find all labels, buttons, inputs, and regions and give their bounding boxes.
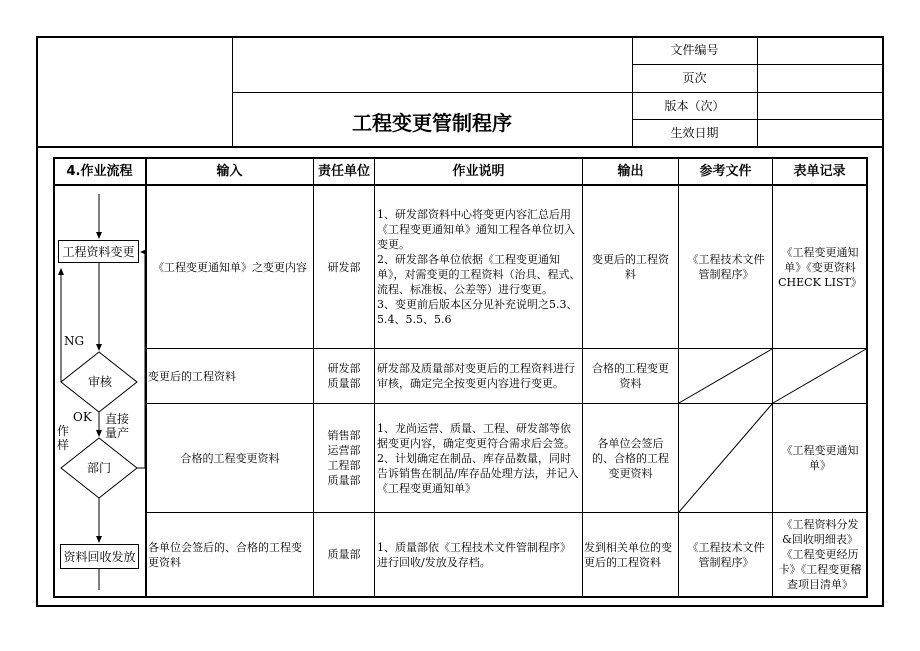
row2-dept: 研发部 质量部 xyxy=(327,362,361,390)
col-header-input: 输入 xyxy=(216,164,243,179)
meta-label-effective-date: 生效日期 xyxy=(670,125,719,140)
flow-box-engineering-change: 工程资料变更 xyxy=(58,240,139,263)
row3-form: 《工程变更通知单》 xyxy=(781,444,859,472)
flow-box-recall-distribute: 资料回收发放 xyxy=(60,544,139,569)
row4-form: 《工程资料分发&回收明细表》《工程变更经历卡》《工程变更稽查项目清单》 xyxy=(778,518,862,591)
row3-output: 各单位会签后的、合格的工程变更资料 xyxy=(592,436,669,480)
row3-input: 合格的工程变更资料 xyxy=(180,451,280,465)
row4-desc: 1、质量部依《工程技术文件管制程序》进行回收/发放及存档。 xyxy=(377,540,571,569)
row4-ref: 《工程技术文件管制程序》 xyxy=(687,540,765,569)
col-header-ref: 参考文件 xyxy=(699,164,752,179)
col-header-desc: 作业说明 xyxy=(452,164,505,179)
row1-output: 变更后的工程资料 xyxy=(592,253,669,281)
flow-decision-department: 部门 xyxy=(87,461,112,475)
col-header-dept: 责任单位 xyxy=(317,164,370,179)
row4-dept: 质量部 xyxy=(327,548,361,561)
row1-form: 《工程变更通知单》《变更资料CHECK LIST》 xyxy=(778,245,862,289)
row2-input: 变更后的工程资料 xyxy=(148,369,236,383)
flow-decision-review: 审核 xyxy=(88,375,113,389)
row1-desc: 1、研发部资料中心将变更内容汇总后用《工程变更通知单》通知工程各单位切入变更。 2、研发部各单位依据《工程变更通知单》，对需变更的工程资料（治具、程式、流程、标准板、公差等）进行变更。 3、变更前后版本区分见补充说明之5.3、5.4、5.5、5.6 xyxy=(377,208,581,326)
meta-label-page: 页次 xyxy=(682,71,707,85)
row3-dept: 销售部 运营部 工程部 质量部 xyxy=(327,429,361,487)
meta-label-doc-number: 文件编号 xyxy=(670,43,719,57)
flow-label-sample: 作 样 xyxy=(57,424,70,452)
flow-label-ng: NG xyxy=(64,334,85,348)
row1-dept: 研发部 xyxy=(327,260,361,274)
row3-desc: 1、龙尚运营、质量、工程、研发部等依据变更内容，确定变更符合需求后会签。 2、计划确定在制品、库存品数量，同时告诉销售在制品/库存品处理方法，并记入《工程变更通知单》 xyxy=(377,421,579,495)
flow-label-ok: OK xyxy=(73,410,92,424)
row4-input: 各单位会签后的、合格的工程变更资料 xyxy=(148,540,302,569)
row2-desc: 研发部及质量部对变更后的工程资料进行审核，确定完全按变更内容进行变更。 xyxy=(377,362,575,390)
row2-output: 合格的工程变更资料 xyxy=(592,362,669,390)
row1-ref: 《工程技术文件管制程序》 xyxy=(687,253,765,281)
meta-label-version: 版本（次） xyxy=(664,98,725,113)
col-header-form: 表单记录 xyxy=(793,164,846,179)
col-header-flow: 4.作业流程 xyxy=(66,164,133,179)
flow-label-direct-production: 直接 量产 xyxy=(105,412,130,440)
row4-output: 发到相关单位的变更后的工程资料 xyxy=(584,540,672,569)
page-title: 工程变更管制程序 xyxy=(352,110,512,135)
col-header-output: 输出 xyxy=(617,164,644,179)
row1-input: 《工程变更通知单》之变更内容 xyxy=(153,260,307,274)
